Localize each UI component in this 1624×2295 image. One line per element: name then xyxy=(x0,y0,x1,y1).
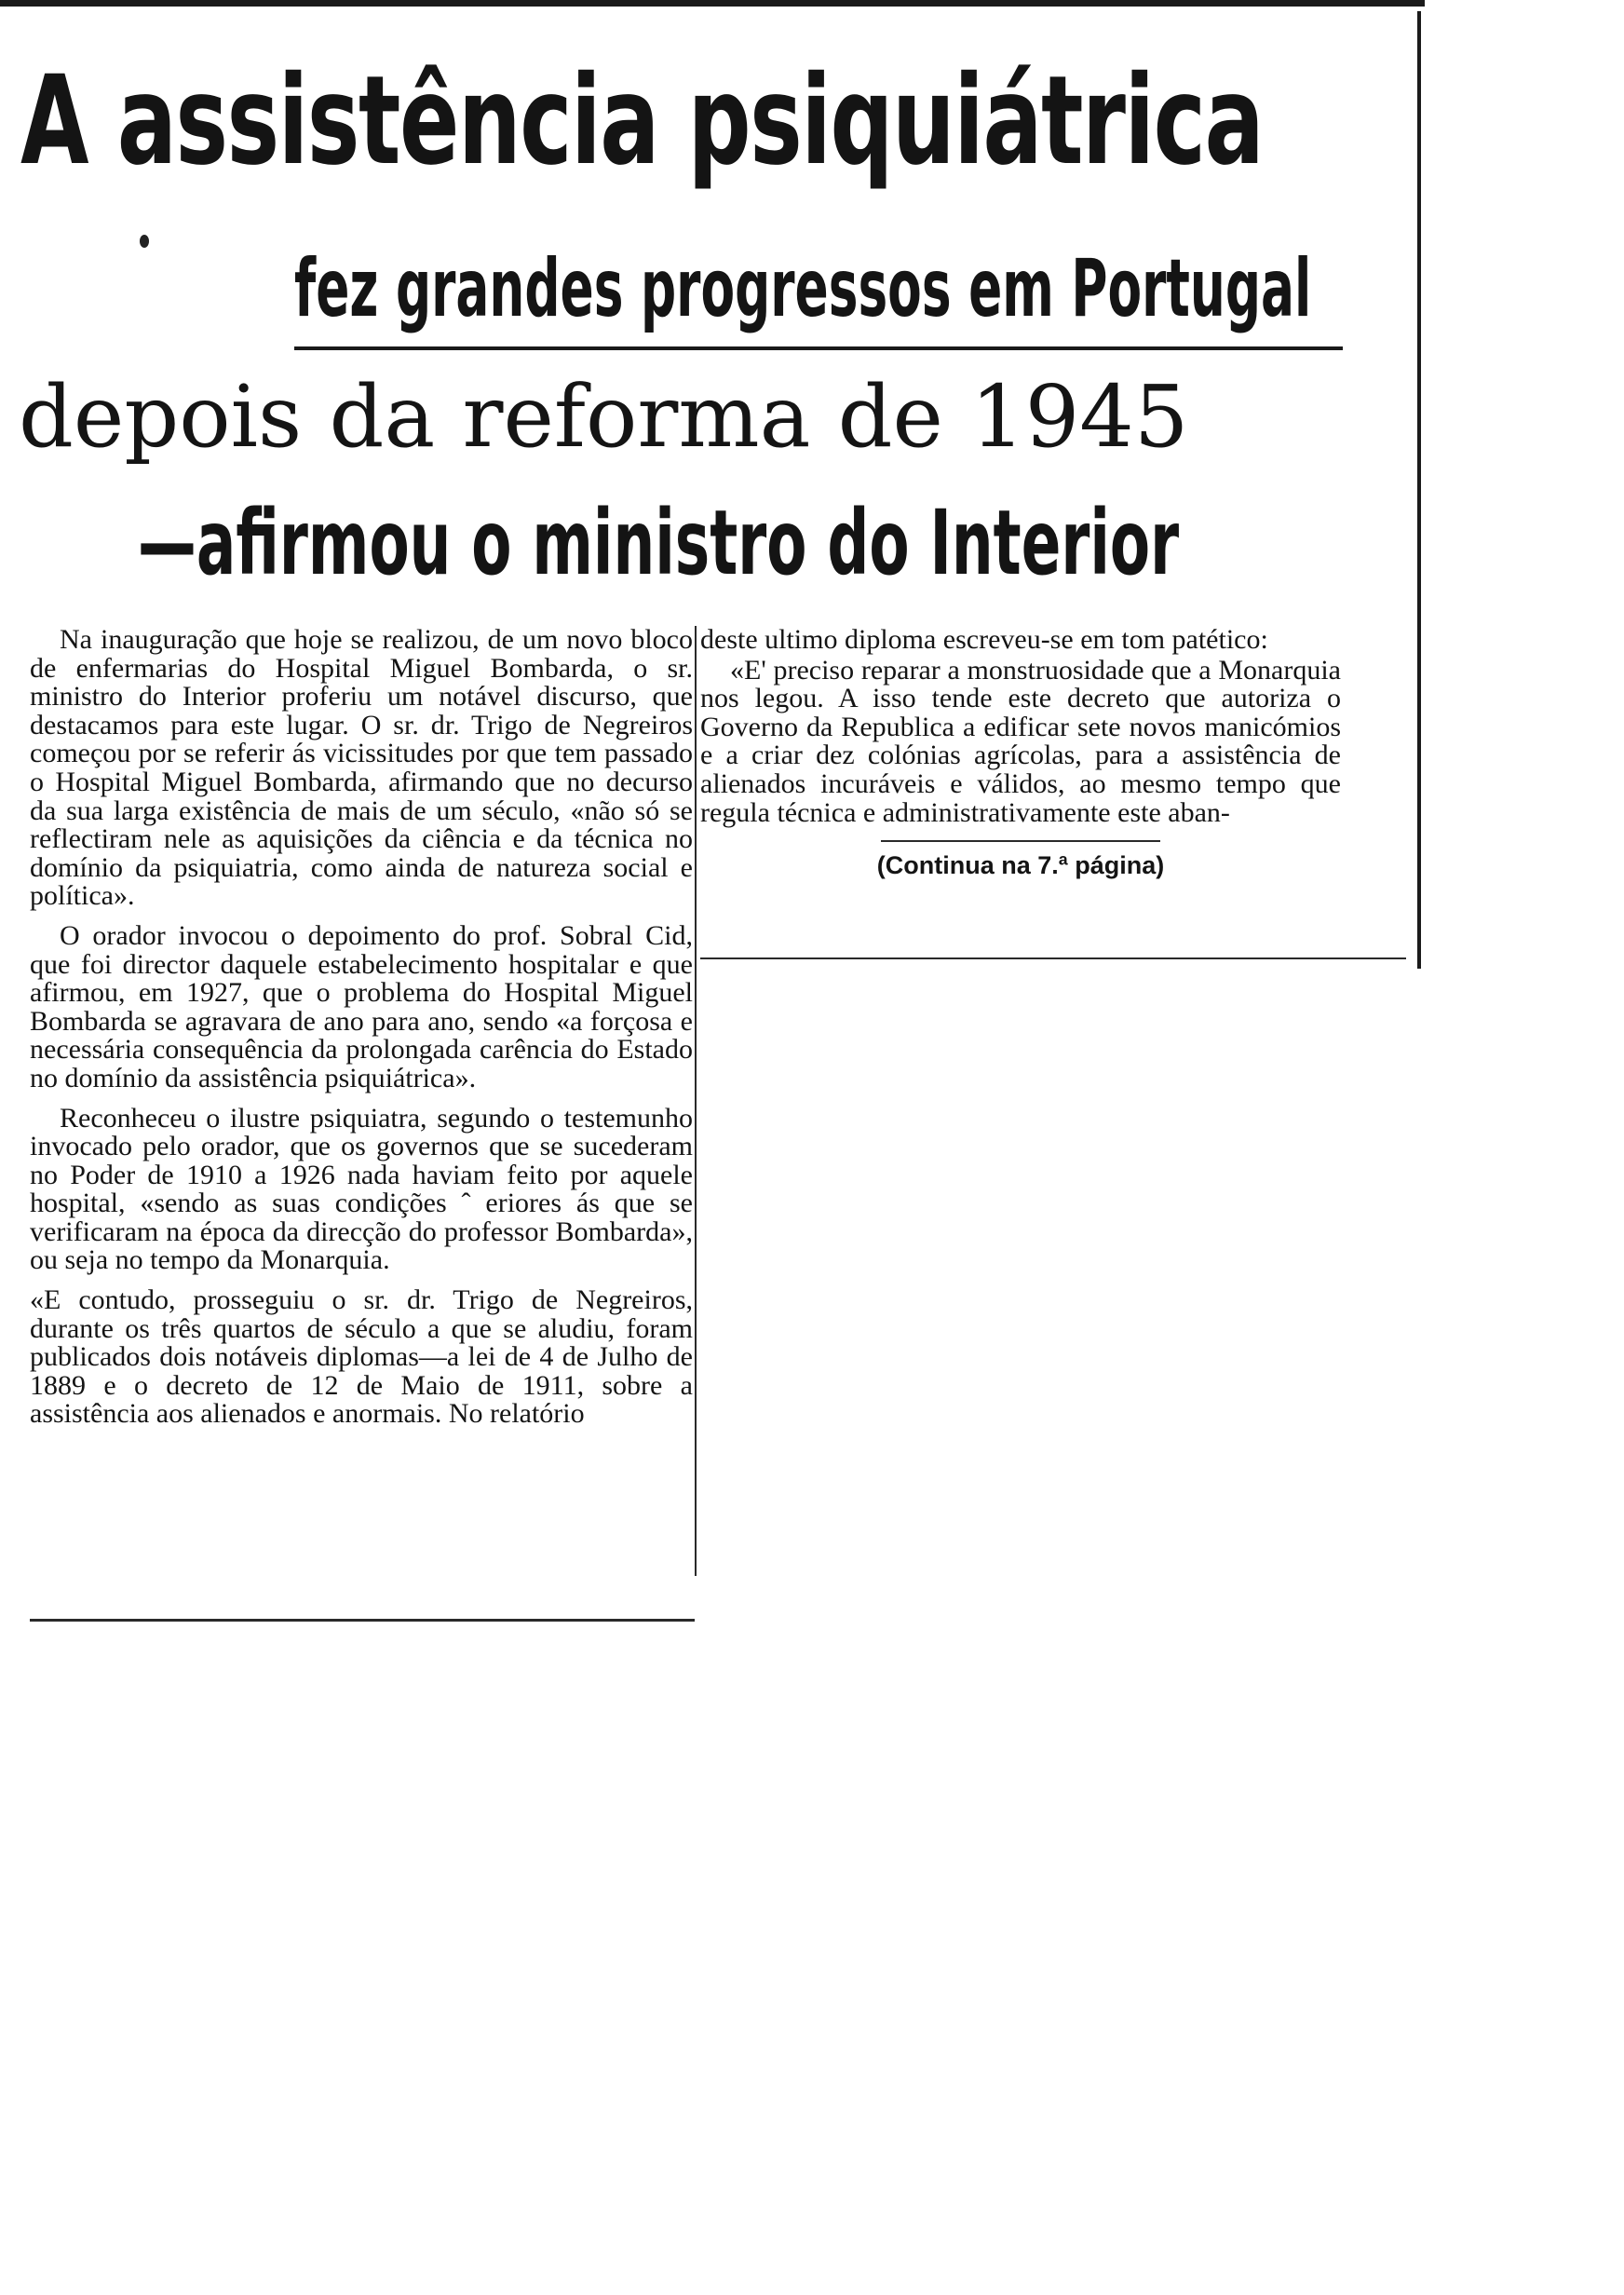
column-1-paragraph: Na inauguração que hoje se realizou, de um novo bloco de enfermarias do Hospital Miguel Bombarda, o sr. ministro do Interior proferiu um notável discurso, que destacamos para este lugar. O sr. dr. Trigo de Negreiros começou por se referir ás vicissitudes por que tem passado o Hospital Miguel Bombarda, afirmando que no decurso da sua larga existência de mais de um século, «não só se reflectiram nele as aquisições da ciência e da técnica no domínio da psiquiatria, como ainda de natureza social e política». xyxy=(30,624,693,912)
headline-line-2: fez grandes progressos em Portugal xyxy=(294,242,1312,335)
right-border-rule xyxy=(1417,11,1421,969)
article-column-1 xyxy=(30,626,693,1429)
headline-underline xyxy=(294,346,1343,350)
continuation-note: (Continua na 7.ª página) xyxy=(876,851,1165,880)
column-2-paragraph: «E' preciso reparar a monstruosidade que a Monarquia nos legou. A isso tende este decreto que autoriza o Governo da Republica a edificar sete novos manicómios e a criar dez colónias agrícolas, para a assistência de alienados incuráveis e válidos, ao mesmo tempo que regula técnica e administrativamente este aban- xyxy=(700,654,1341,828)
headline-line-4: —afirmou o ministro do Interior xyxy=(138,491,1180,595)
headline-line-3: depois da reforma de 1945 xyxy=(19,367,1189,467)
headline-line-1: A assistência psiquiátrica xyxy=(20,49,1264,193)
column-divider-rule xyxy=(695,626,697,1576)
column-2-bottom-rule xyxy=(700,957,1406,959)
article-column-2 xyxy=(700,626,1341,880)
column-2-paragraph: deste ultimo diploma escreveu-se em tom patético: xyxy=(700,624,1268,655)
column-1-paragraph: O orador invocou o depoimento do prof. Sobral Cid, que foi director daquele estabelecimento hospitalar e que afirmou, em 1927, que o problema do Hospital Miguel Bombarda se agravara de ano para ano, sendo «a forçosa e necessária consequência da prolongada carência do Estado no domínio da assistência psiquiátrica». xyxy=(30,919,693,1093)
column-1-paragraph: Reconheceu o ilustre psiquiatra, segundo o testemunho invocado pelo orador, que os governos que se sucederam no Poder de 1910 a 1926 nada haviam feito por aquele hospital, «sendo as suas condições ˆ eriores ás que se verificaram na época da direcção do professor Bombarda», ou seja no tempo da Monarquia. xyxy=(30,1102,693,1276)
column-1-bottom-rule xyxy=(30,1619,695,1622)
top-border-rule xyxy=(0,0,1425,7)
continuation-divider xyxy=(881,840,1160,842)
print-speck xyxy=(140,235,149,248)
column-1-paragraph: «E contudo, prosseguiu o sr. dr. Trigo de Negreiros, durante os três quartos de século a que se aludiu, foram publicados dois notáveis diplomas—a lei de 4 de Julho de 1889 e o decreto de 12 de Maio de 1911, sobre a assistência aos alienados e anormais. No relatório xyxy=(30,1284,693,1430)
